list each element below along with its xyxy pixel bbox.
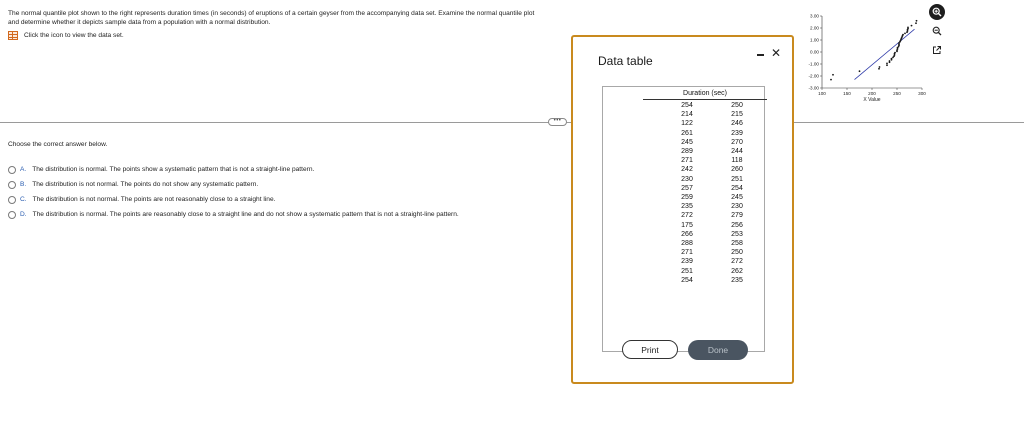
data-point: [916, 20, 918, 22]
data-column-2: [725, 101, 749, 285]
option-a-letter[interactable]: A.: [20, 166, 27, 173]
data-point: [830, 79, 832, 81]
table-cell: 235: [731, 276, 743, 284]
question-line-2: and determine whether it depicts sample data from a population with a normal distribution.: [8, 19, 271, 26]
table-cell: 246: [731, 120, 743, 128]
table-cell: 230: [731, 203, 743, 211]
header-rule: [643, 99, 767, 100]
print-button[interactable]: Print: [622, 340, 678, 359]
data-point: [902, 34, 904, 36]
table-cell: 288: [681, 240, 693, 248]
option-c-text[interactable]: The distribution is not normal. The points are not reasonably close to a straight line.: [32, 196, 276, 203]
table-cell: 122: [681, 120, 693, 128]
table-cell: 279: [731, 212, 743, 220]
answer-options: [8, 162, 459, 222]
option-d-letter[interactable]: D.: [20, 211, 27, 218]
table-cell: 245: [731, 194, 743, 202]
table-cell: 239: [681, 258, 693, 266]
x-tick-label: 300: [918, 91, 926, 96]
option-a-radio[interactable]: [8, 166, 16, 174]
table-cell: 215: [731, 111, 743, 119]
option-c[interactable]: [8, 192, 459, 207]
data-point: [879, 66, 881, 68]
table-cell: 244: [731, 148, 743, 156]
option-a[interactable]: [8, 162, 459, 177]
done-button[interactable]: Done: [688, 340, 748, 360]
table-cell: 261: [681, 129, 693, 137]
data-point: [915, 22, 917, 24]
table-cell: 254: [681, 102, 693, 109]
data-point: [904, 33, 906, 35]
data-point: [886, 64, 888, 66]
zoom-in-icon[interactable]: [932, 7, 942, 17]
data-point: [859, 70, 861, 72]
option-b[interactable]: [8, 177, 459, 192]
data-table: [602, 86, 765, 352]
view-data-link[interactable]: [8, 31, 124, 40]
data-table-icon[interactable]: [8, 31, 18, 40]
plot-tick-labels: [809, 14, 927, 96]
x-tick-label: 250: [893, 91, 901, 96]
option-d[interactable]: [8, 207, 459, 222]
expand-more-button[interactable]: •••: [548, 118, 567, 126]
option-c-letter[interactable]: C.: [20, 196, 27, 203]
table-cell: 259: [681, 194, 693, 202]
zoom-in-button[interactable]: [929, 4, 945, 20]
data-point: [911, 25, 913, 27]
open-in-new-window-icon[interactable]: [932, 45, 942, 55]
zoom-out-button[interactable]: [929, 23, 945, 39]
option-d-text[interactable]: The distribution is normal. The points are reasonably close to a straight line and do not show a systematic pattern that is not a straight-line pattern.: [32, 211, 459, 218]
y-tick-label: 2.00: [810, 25, 819, 31]
option-b-letter[interactable]: B.: [20, 181, 27, 188]
x-tick-label: 150: [843, 91, 851, 96]
table-cell: 272: [681, 212, 693, 220]
table-cell: 250: [731, 249, 743, 257]
section-divider: [0, 122, 1024, 123]
normal-quantile-plot: [796, 8, 928, 104]
option-c-radio[interactable]: [8, 196, 16, 204]
option-a-text[interactable]: The distribution is normal. The points show a systematic pattern that is not a straight-line pattern.: [32, 166, 315, 173]
data-point: [891, 58, 893, 60]
y-tick-label: -3.00: [808, 85, 819, 91]
table-cell: 271: [681, 249, 693, 257]
zoom-out-icon[interactable]: [932, 26, 942, 36]
data-point: [878, 68, 880, 70]
y-tick-label: 3.00: [810, 13, 819, 19]
plot-axes: [822, 16, 922, 88]
table-cell: 235: [681, 203, 693, 211]
option-b-text[interactable]: The distribution is not normal. The points do not show any systematic pattern.: [32, 181, 259, 188]
answer-prompt: Choose the correct answer below.: [8, 141, 108, 148]
table-cell: 266: [681, 230, 693, 238]
table-cell: 239: [731, 129, 743, 137]
data-point: [886, 63, 888, 65]
question-text: [8, 9, 648, 27]
table-cell: 258: [731, 240, 743, 248]
column-header: Duration (sec): [683, 90, 727, 97]
data-point: [889, 60, 891, 62]
data-column-1: [675, 101, 699, 285]
table-cell: 289: [681, 148, 693, 156]
table-cell: 254: [731, 184, 743, 192]
minimize-button[interactable]: [757, 54, 764, 56]
table-cell: 272: [731, 258, 743, 266]
table-cell: 250: [731, 102, 743, 109]
table-cell: 257: [681, 184, 693, 192]
x-tick-label: 100: [818, 91, 826, 96]
table-cell: 251: [681, 267, 693, 275]
data-point: [907, 27, 909, 29]
table-cell: 251: [731, 175, 743, 183]
question-line-1: The normal quantile plot shown to the right represents duration times (in seconds) of eruptions of a certain geyser from the accompanying data set. Examine the normal quantile plot: [8, 10, 535, 17]
x-tick-label: 200: [868, 91, 876, 96]
option-d-radio[interactable]: [8, 211, 16, 219]
table-cell: 242: [681, 166, 693, 174]
y-tick-label: -1.00: [808, 61, 819, 67]
fit-line: [855, 29, 915, 79]
data-table-dialog: [571, 35, 794, 384]
table-cell: 270: [731, 138, 743, 146]
open-new-window-button[interactable]: [929, 42, 945, 58]
table-cell: 271: [681, 157, 693, 165]
data-point: [894, 52, 896, 54]
table-cell: 230: [681, 175, 693, 183]
close-button[interactable]: ✕: [771, 46, 782, 60]
table-cell: 118: [731, 157, 743, 165]
table-cell: 254: [681, 276, 693, 284]
y-tick-label: 1.00: [810, 37, 819, 43]
table-cell: 175: [681, 221, 693, 229]
table-cell: 262: [731, 267, 743, 275]
table-cell: 245: [681, 138, 693, 146]
plot-points: [830, 20, 917, 81]
option-b-radio[interactable]: [8, 181, 16, 189]
table-cell: 256: [731, 221, 743, 229]
dialog-title: Data table: [598, 54, 653, 68]
x-axis-label: X Value: [863, 97, 881, 103]
view-data-label[interactable]: Click the icon to view the data set.: [24, 32, 124, 39]
table-cell: 260: [731, 166, 743, 174]
y-tick-label: -2.00: [808, 73, 819, 79]
table-cell: 253: [731, 230, 743, 238]
plot-tools: [929, 4, 945, 58]
data-point: [832, 74, 834, 76]
y-tick-label: 0.00: [810, 49, 819, 55]
table-cell: 214: [681, 111, 693, 119]
